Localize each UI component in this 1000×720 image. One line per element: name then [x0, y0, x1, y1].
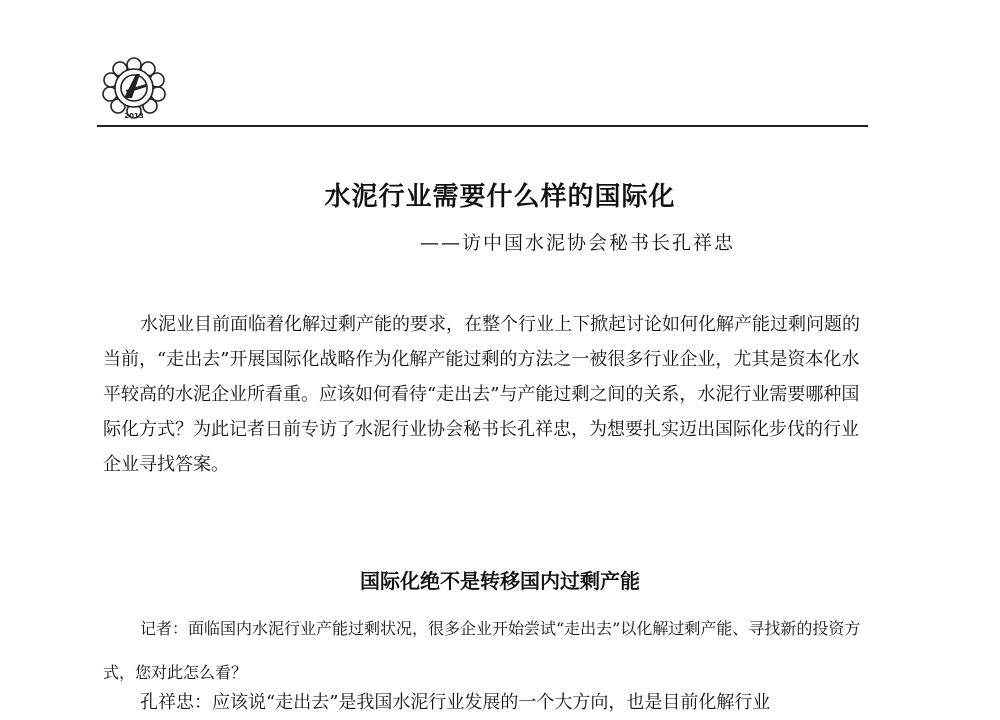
interview-question: 记者：面临国内水泥行业产能过剩状况，很多企业开始尝试“走出去”以化解过剩产能、寻找新的投资方式，您对此怎么看？	[103, 619, 861, 682]
intro-paragraph: 水泥业目前面临着化解过剩产能的要求，在整个行业上下掀起讨论如何化解产能过剩问题的当前，“走出去”开展国际化战略作为化解产能过剩的方法之一被很多行业企业，尤其是资本化水平较高的水泥企业所看重。应该如何看待“走出去”与产能过剩之间的关系，水泥行业需要哪种国际化方式？为此记者日前专访了水泥行业协会秘书长孔祥忠，为想要扎实迈出国际化步伐的行业企业寻找答案。	[103, 314, 860, 475]
header-rule	[97, 125, 868, 127]
article-subtitle: ——访中国水泥协会秘书长孔祥忠	[420, 232, 736, 254]
interview-answer: 孔祥忠：应该说“走出去”是我国水泥行业发展的一个大方向，也是目前化解行业	[140, 692, 771, 713]
article-title: 水泥行业需要什么样的国际化	[324, 182, 676, 212]
association-seal-logo	[96, 52, 172, 124]
logo-year: 2013	[124, 112, 144, 120]
association-seal-icon	[96, 52, 172, 124]
section-heading: 国际化绝不是转移国内过剩产能	[360, 569, 640, 593]
